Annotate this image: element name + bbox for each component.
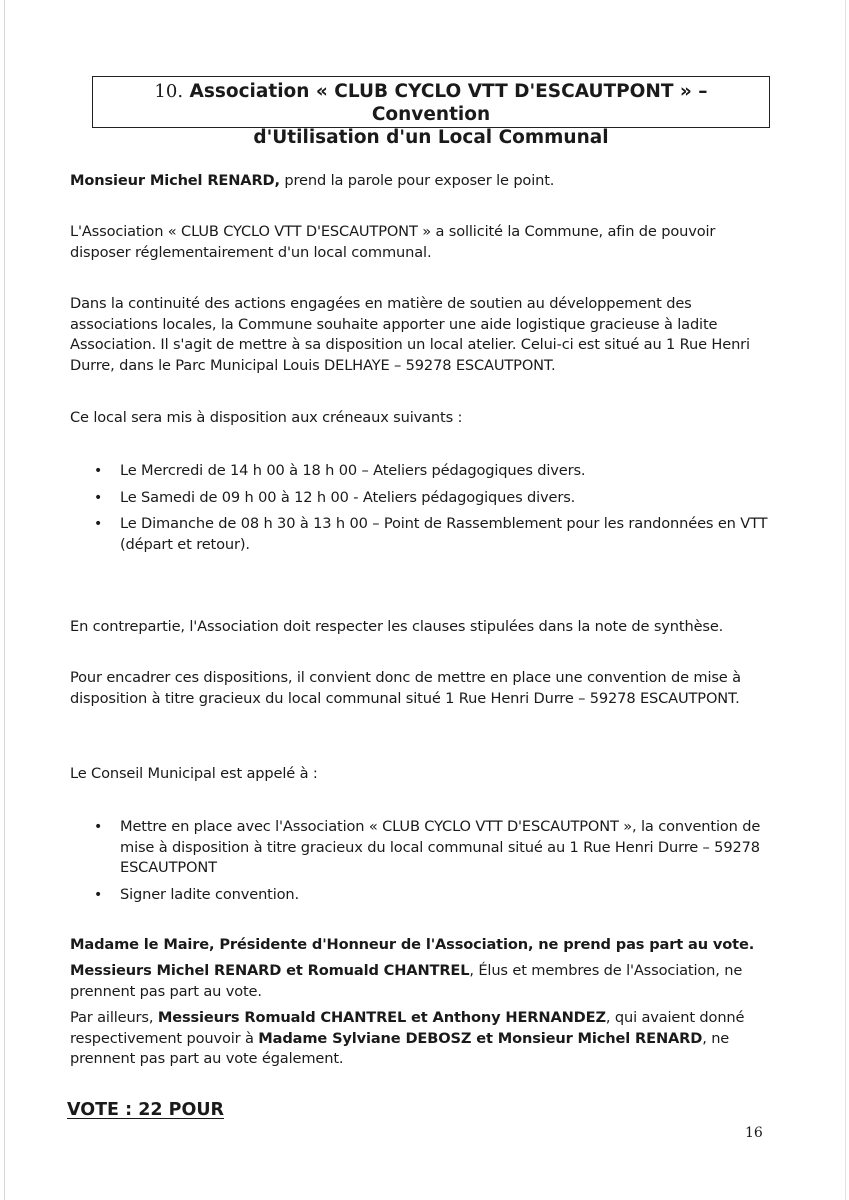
council-item-sign: Signer ladite convention. (120, 885, 300, 903)
section-title-text1: Association « CLUB CYCLO VTT D'ESCAUTPONT » – Convention (189, 81, 708, 125)
section-number: 10. (154, 81, 184, 102)
schedule-item-saturday: Le Samedi de 09 h 00 à 12 h 00 - Ateliers pédagogiques divers. (120, 488, 576, 506)
abstention-proxies-part3: , ne prennent pas part au vote également. (70, 1029, 730, 1067)
bullet: • (94, 489, 103, 506)
page-number: 16 (745, 1125, 763, 1141)
abstention-proxies-names: Messieurs Romuald CHANTREL et Anthony HERNANDEZ (157, 1009, 606, 1026)
abstention-proxies-holders: Madame Sylviane DEBOSZ et Monsieur Michel RENARD (258, 1029, 703, 1047)
intro-paragraph (70, 171, 770, 192)
abstention-mayor: Madame le Maire, Présidente d'Honneur de l'Association, ne prend pas part au vote. (70, 936, 755, 953)
bullet: • (94, 463, 103, 479)
bullet: • (94, 819, 103, 835)
abstention-members-text: , Élus et membres de l'Association, ne prennent pas part au vote. (70, 962, 743, 1000)
paragraph-context: Dans la continuité des actions engagées en matière de soutien au développement des associations locales, la Commune souhaite apporter une aide logistique gracieuse à ladite Association. Il s'agit de mettre à sa disposition un local atelier. Celui-ci est situé au 1 Rue Henri Durre, dans le Parc Municipal Louis DELHAYE – 59278 ESCAUTPONT. (70, 295, 750, 374)
council-list (94, 817, 770, 905)
scan-edge-right (845, 0, 846, 1200)
schedule-intro: Ce local sera mis à disposition aux créneaux suivants : (70, 409, 463, 426)
schedule-item-sunday: Le Dimanche de 08 h 30 à 13 h 00 – Point de Rassemblement pour les randonnées en VTT (départ et retour). (120, 515, 768, 553)
vote-result: VOTE : 22 POUR (67, 1100, 225, 1120)
section-title-line1 (93, 80, 769, 126)
abstention-members-names: Messieurs Michel RENARD et Romuald CHANTREL (70, 962, 470, 979)
abstention-proxies-part2: , qui avaient donné respectivement pouvoir à (70, 1009, 745, 1047)
paragraph-convention: Pour encadrer ces dispositions, il convient donc de mettre en place une convention de mise à disposition à titre gracieux du local communal situé 1 Rue Henri Durre – 59278 ESCAUTPONT. (70, 669, 741, 707)
abstention-members (70, 961, 770, 1002)
list-item (94, 817, 770, 879)
section-title-line2: d'Utilisation d'un Local Communal (253, 127, 609, 148)
council-item-convention: Mettre en place avec l'Association « CLUB CYCLO VTT D'ESCAUTPONT », la convention de mise à disposition à titre gracieux du local communal situé au 1 Rue Henri Durre – 59278 ESCAUTPONT (120, 818, 761, 876)
scan-edge-left (4, 0, 5, 1200)
abstention-proxies-part1: Par ailleurs, (70, 1009, 158, 1026)
schedule-list (94, 461, 770, 555)
abstention-proxies (70, 1008, 770, 1070)
paragraph-counterpart: En contrepartie, l'Association doit respecter les clauses stipulées dans la note de synthèse. (70, 618, 724, 635)
bullet: • (94, 886, 103, 903)
list-item (94, 488, 770, 509)
council-intro: Le Conseil Municipal est appelé à : (70, 765, 318, 782)
section-title-box (92, 76, 770, 148)
list-item (94, 885, 770, 906)
speaker-name: Monsieur Michel RENARD, (70, 172, 280, 189)
list-item (94, 461, 770, 482)
intro-text: prend la parole pour exposer le point. (279, 172, 555, 189)
paragraph-request: L'Association « CLUB CYCLO VTT D'ESCAUTPONT » a sollicité la Commune, afin de pouvoir disposer réglementairement d'un local communal. (70, 223, 716, 261)
schedule-item-wednesday: Le Mercredi de 14 h 00 à 18 h 00 – Ateliers pédagogiques divers. (120, 462, 586, 479)
list-item (94, 514, 770, 555)
bullet: • (94, 516, 103, 532)
